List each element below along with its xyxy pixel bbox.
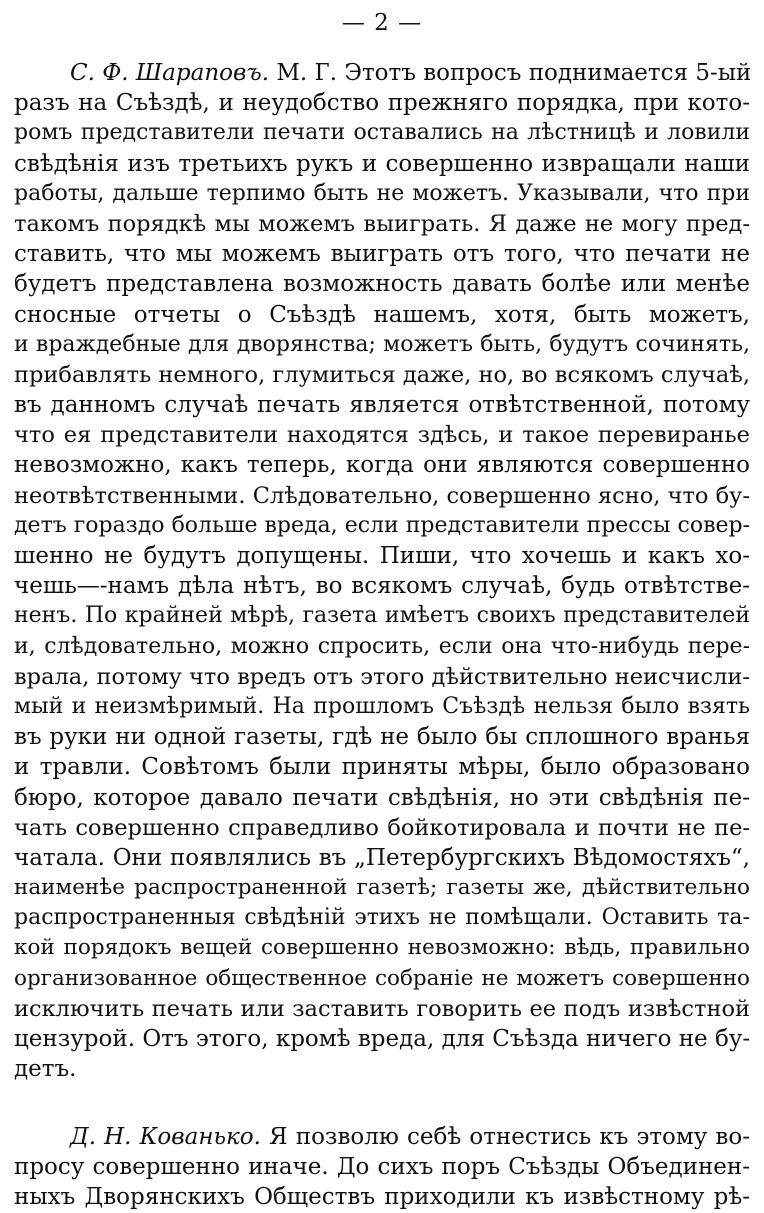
text-line: мый и неизмѣримый. На прошломъ Съѣздѣ нельзя было взять xyxy=(14,693,750,719)
text-line: работы, дальше терпимо быть не можетъ. Указывали, что при xyxy=(14,180,750,206)
text-line: такомъ порядкѣ мы можемъ выиграть. Я даже не могу пред- xyxy=(14,210,750,237)
text-line: ставить, что мы можемъ выиграть отъ того, что печати не xyxy=(14,241,750,268)
text-line: наименѣе распространенной газетѣ; газеты же, дѣйствительно xyxy=(14,875,750,901)
text-line: цензурой. Отъ этого, кромѣ вреда, для Съѣзда ничего не бу- xyxy=(14,1026,751,1052)
page-number: — 2 — xyxy=(341,10,423,36)
text-line: разъ на Съѣздѣ, и неудобство прежняго порядка, при кото- xyxy=(14,90,750,117)
text-line: ненъ. По крайней мѣрѣ, газета имѣетъ своихъ представителей xyxy=(14,603,750,629)
text-line: шенно не будутъ допущены. Пиши, что хочешь и какъ хо- xyxy=(14,543,750,569)
text-line: просу совершенно иначе. До сихъ поръ Съѣзды Объединен- xyxy=(14,1154,750,1181)
text-line: будетъ представлена возможность давать болѣе или менѣе xyxy=(14,271,750,298)
text-line: что ея представители находятся здѣсь, и такое перевиранье xyxy=(14,422,750,449)
text-line xyxy=(14,1122,750,1152)
text-line: и, слѣдовательно, можно спросить, если она что-нибудь пере- xyxy=(14,633,750,659)
line-text: Я позволю себѣ отнестись къ этому во- xyxy=(260,1124,751,1150)
text-line: въ данномъ случаѣ печать является отвѣтственной, потому xyxy=(14,392,750,419)
text-line: сносные отчеты о Съѣздѣ нашемъ, хотя, быть можетъ, xyxy=(14,301,750,328)
text-line: распространенныя свѣдѣній этихъ не помѣщали. Оставить та- xyxy=(14,905,750,931)
text-line: организованное общественное собраніе не можетъ совершенно xyxy=(14,965,750,991)
text-line: врала, потому что вредъ отъ этого дѣйствительно неисчисли- xyxy=(14,663,750,690)
speaker-name: Д. Н. Кованько. xyxy=(70,1124,261,1150)
text-line: исключить печать или заставить говорить ее подъ извѣстной xyxy=(14,995,750,1022)
text-line: кой порядокъ вещей совершенно невозможно: вѣдь, правильно xyxy=(14,935,750,961)
text-line: детъ. xyxy=(14,1056,77,1083)
text-line: бюро, которое давало печати свѣдѣнія, но эти свѣдѣнія пе- xyxy=(14,784,750,811)
text-line: детъ гораздо больше вреда, если представители прессы совер- xyxy=(14,512,750,538)
text-line: ныхъ Дворянскихъ Обществъ приходили къ извѣстному рѣ- xyxy=(14,1184,750,1211)
line-text: М. Г. Этотъ вопросъ поднимается 5-ый xyxy=(269,60,752,86)
text-line: и травли. Совѣтомъ были приняты мѣры, было образовано xyxy=(14,754,750,781)
text-line: и враждебные для дворянства; можетъ быть, будутъ сочинять, xyxy=(14,331,750,357)
text-line: въ руки ни одной газеты, гдѣ не было бы сплошного вранья xyxy=(14,724,750,751)
text-line xyxy=(14,58,750,88)
paragraph-sharapov xyxy=(14,58,750,1084)
text-line: неотвѣтственными. Слѣдовательно, совершенно ясно, что бу- xyxy=(14,482,750,509)
text-line: невозможно, какъ теперь, когда они являются совершенно xyxy=(14,452,750,479)
speaker-name: С. Ф. Шараповъ. xyxy=(70,60,270,86)
text-line: чатала. Они появлялись въ „Петербургскихъ Вѣдомостяхъ“, xyxy=(14,844,750,871)
text-line: чать совершенно справедливо бойкотировала и почти не пе- xyxy=(14,814,750,841)
text-line: ромъ представители печати оставались на лѣстницѣ и ловили xyxy=(14,120,750,146)
text-line: чешь—-намъ дѣла нѣтъ, во всякомъ случаѣ, будь отвѣтстве- xyxy=(14,573,750,600)
paragraph-kovanko xyxy=(14,1122,750,1213)
text-line: прибавлять немного, глумиться даже, но, во всякомъ случаѣ, xyxy=(14,361,750,388)
text-line: свѣдѣнія изъ третьихъ рукъ и совершенно извращали наши xyxy=(14,150,750,177)
